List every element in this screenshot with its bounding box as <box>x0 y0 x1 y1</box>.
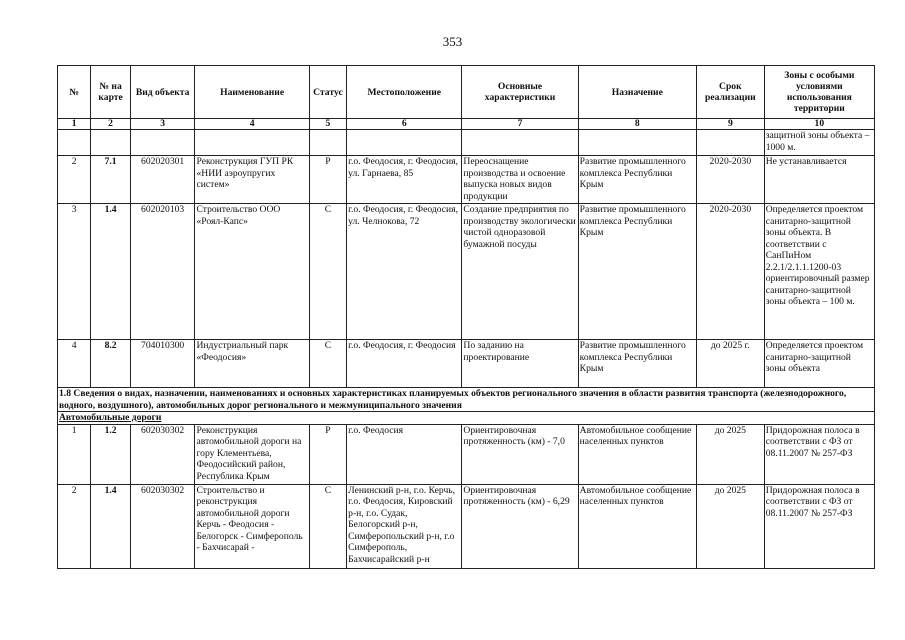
object-purpose: Автомобильное сообщение населенных пунктов <box>578 484 696 568</box>
object-location: г.о. Феодосия, г. Феодосия, ул. Челнокова, 72 <box>347 204 462 340</box>
row-number: 3 <box>58 204 91 340</box>
header-cell: Основные характеристики <box>462 66 578 119</box>
column-number: 2 <box>91 119 130 130</box>
object-location: г.о. Феодосия, г. Феодосия <box>347 340 462 388</box>
object-type: 602030302 <box>130 424 195 484</box>
map-number: 8.2 <box>91 340 130 388</box>
object-status: С <box>309 484 346 568</box>
header-cell: Зоны с особыми условиями использования территории <box>764 66 874 119</box>
object-characteristics: По заданию на проектирование <box>462 340 578 388</box>
table-row <box>58 424 875 484</box>
object-characteristics: Создание предприятия по производству экологически чистой одноразовой бумажной посуды <box>462 204 578 340</box>
header-cell: Статус <box>309 66 346 119</box>
table-row <box>58 340 875 388</box>
header-cell: Наименование <box>195 66 309 119</box>
object-name: Индустриальный парк «Феодосия» <box>195 340 309 388</box>
subsection-row <box>58 412 875 425</box>
header-cell: Местоположение <box>347 66 462 119</box>
object-term: 2020-2030 <box>696 204 764 340</box>
column-number: 6 <box>347 119 462 130</box>
object-location: г.о. Феодосия <box>347 424 462 484</box>
object-type: 602020103 <box>130 204 195 340</box>
table-row <box>58 156 875 204</box>
subsection-title: Автомобильные дороги <box>58 412 875 425</box>
map-number: 1.2 <box>91 424 130 484</box>
object-zones: Придорожная полоса в соответствии с ФЗ от 08.11.2007 № 257-ФЗ <box>764 424 874 484</box>
column-number: 8 <box>578 119 696 130</box>
section-title: 1.8 Сведения о видах, назначении, наименованиях и основных характеристиках планируемых объектов регионального значения в области развития транспорта (железнодорожного, водного, воздушного), автомобильных дорог регионального и межмуниципального значения <box>58 388 875 412</box>
object-name: Реконструкция ГУП РК «НИИ аэроупругих систем» <box>195 156 309 204</box>
object-purpose: Развитие промышленного комплекса Республики Крым <box>578 156 696 204</box>
row-number: 2 <box>58 156 91 204</box>
column-number: 10 <box>764 119 874 130</box>
object-location: Ленинский р-н, г.о. Керчь, г.о. Феодосия, Кировский р-н, г.о. Судак, Белогорский р-н, Симферопольский р-н, г.о Симферополь, Бахчисарайский р-н <box>347 484 462 568</box>
table-header-row <box>58 66 875 119</box>
object-zones: Определяется проектом санитарно-защитной зоны объекта <box>764 340 874 388</box>
header-cell: № <box>58 66 91 119</box>
object-type: 602020301 <box>130 156 195 204</box>
map-number: 1.4 <box>91 484 130 568</box>
object-location: г.о. Феодосия, г. Феодосия, ул. Гарнаева, 85 <box>347 156 462 204</box>
objects-table <box>57 65 875 569</box>
object-purpose: Развитие промышленного комплекса Республики Крым <box>578 204 696 340</box>
row-number: 1 <box>58 424 91 484</box>
map-number: 1.4 <box>91 204 130 340</box>
object-term: 2020-2030 <box>696 156 764 204</box>
section-row <box>58 388 875 412</box>
column-number: 4 <box>195 119 309 130</box>
column-number: 3 <box>130 119 195 130</box>
page-number: 353 <box>442 34 463 49</box>
object-type: 704010300 <box>130 340 195 388</box>
row-number: 4 <box>58 340 91 388</box>
object-name: Строительство ООО «Роял-Капс» <box>195 204 309 340</box>
object-purpose: Развитие промышленного комплекса Республики Крым <box>578 340 696 388</box>
object-name: Строительство и реконструкция автомобильной дороги Керчь - Феодосия - Белогорск - Симферополь - Бахчисарай - <box>195 484 309 568</box>
object-purpose: Автомобильное сообщение населенных пунктов <box>578 424 696 484</box>
continuation-row <box>58 130 875 156</box>
header-cell: Вид объекта <box>130 66 195 119</box>
table-row <box>58 204 875 340</box>
object-status: Р <box>309 424 346 484</box>
object-term: до 2025 г. <box>696 340 764 388</box>
object-status: С <box>309 340 346 388</box>
zones-cell: защитной зоны объекта – 1000 м. <box>764 130 874 156</box>
column-number: 7 <box>462 119 578 130</box>
object-status: С <box>309 204 346 340</box>
object-term: до 2025 <box>696 484 764 568</box>
map-number: 7.1 <box>91 156 130 204</box>
object-characteristics: Ориентировочная протяженность (км) - 7,0 <box>462 424 578 484</box>
row-number: 2 <box>58 484 91 568</box>
header-cell: № на карте <box>91 66 130 119</box>
table-row <box>58 484 875 568</box>
header-cell: Назначение <box>578 66 696 119</box>
object-status: Р <box>309 156 346 204</box>
object-zones: Определяется проектом санитарно-защитной зоны объекта. В соответствии с СанПиНом 2.2.1/2.1.1.1200-03 ориентировочный размер санитарно-защитной зоны объекта – 100 м. <box>764 204 874 340</box>
object-name: Реконструкция автомобильной дороги на гору Клементьева, Феодосийский район, Республика Крым <box>195 424 309 484</box>
object-zones: Не устанавливается <box>764 156 874 204</box>
header-cell: Срок реализации <box>696 66 764 119</box>
column-number: 9 <box>696 119 764 130</box>
object-type: 602030302 <box>130 484 195 568</box>
object-zones: Придорожная полоса в соответствии с ФЗ от 08.11.2007 № 257-ФЗ <box>764 484 874 568</box>
column-number: 1 <box>58 119 91 130</box>
object-term: до 2025 <box>696 424 764 484</box>
object-characteristics: Переоснащение производства и освоение выпуска новых видов продукции <box>462 156 578 204</box>
column-number-row <box>58 119 875 130</box>
column-number: 5 <box>309 119 346 130</box>
object-characteristics: Ориентировочная протяженность (км) - 6,29 <box>462 484 578 568</box>
